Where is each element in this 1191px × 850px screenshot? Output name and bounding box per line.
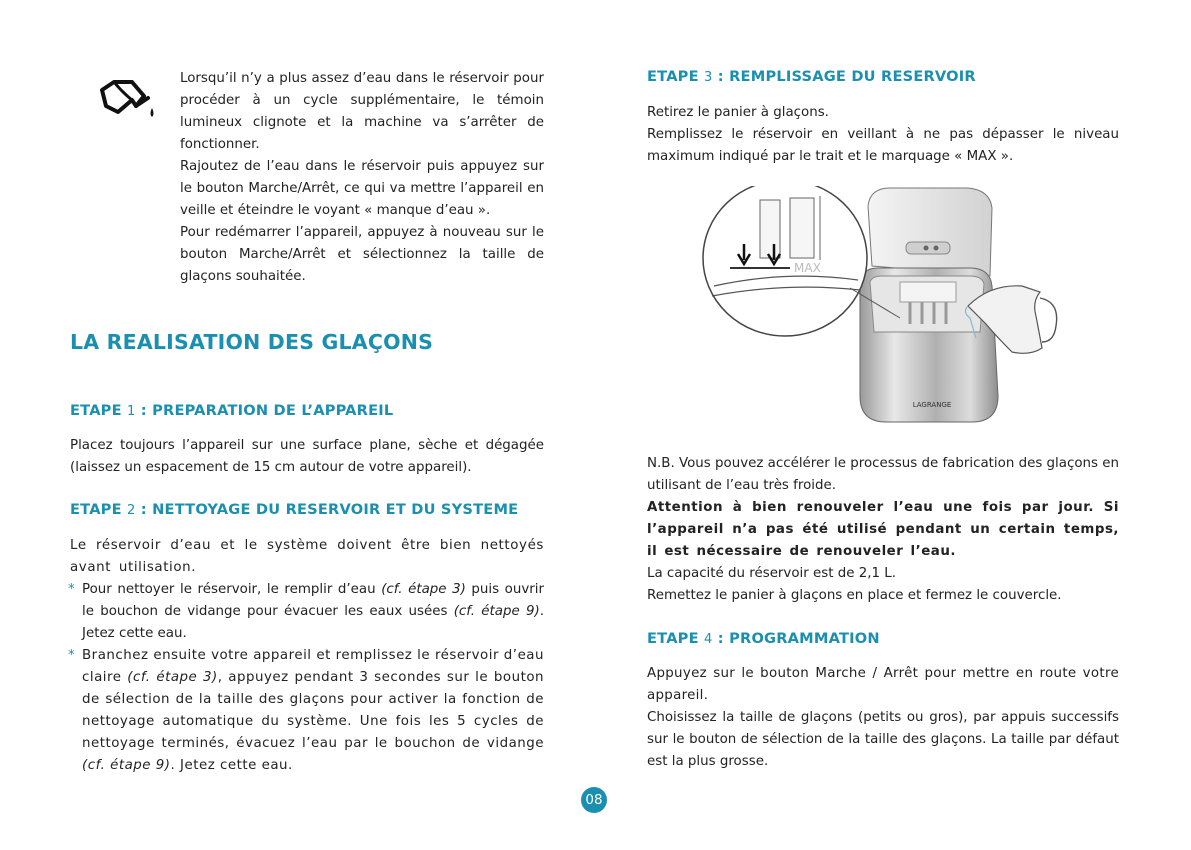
water-shortage-note xyxy=(180,68,544,288)
bullet-star-icon: * xyxy=(68,582,75,597)
step4-text xyxy=(647,663,1119,773)
step4-paragraph: Choisissez la taille de glaçons (petits ou gros), par appuis successifs sur le bouton de sélection de la taille des glaçons. La taille par défaut est la plus grosse. xyxy=(647,710,1119,769)
section-title: LA REALISATION DES GLAÇONS xyxy=(70,330,434,354)
step4-heading: ETAPE 4 : PROGRAMMATION xyxy=(647,630,880,647)
list-item: * Branchez ensuite votre appareil et remplissez le réservoir d’eau claire (cf. étape 3), appuyez pendant 3 secondes sur le bouton de sélection de la taille des glaçons pour activer la fonction de nettoyage automatique du système. Une fois les 5 cycles de nettoyage terminés, évacuez l’eau par le bouchon de vidange (cf. étape 9). Jetez cette eau. xyxy=(70,645,544,777)
step3-line: Retirez le panier à glaçons. xyxy=(647,105,829,120)
step3-text xyxy=(647,102,1119,168)
step4-paragraph: Appuyez sur le bouton Marche / Arrêt pour mettre en route votre appareil. xyxy=(647,666,1119,703)
max-marking: MAX xyxy=(794,261,821,275)
step3-heading: ETAPE 3 : REMPLISSAGE DU RESERVOIR xyxy=(647,68,976,85)
watering-can-icon xyxy=(92,76,158,124)
replace-basket-text: Remettez le panier à glaçons en place et fermez le couvercle. xyxy=(647,588,1062,603)
bullet-star-icon: * xyxy=(68,648,76,663)
step1-heading: ETAPE 1 : PREPARATION DE L’APPAREIL xyxy=(70,402,394,419)
paragraph: Lorsqu’il n’y a plus assez d’eau dans le réservoir pour procéder à un cycle supplémentaire, le témoin lumineux clignote et la machine va s’arrêter de fonctionner. xyxy=(180,71,544,152)
step2-intro: Le réservoir d’eau et le système doivent être bien nettoyés avant utilisation. xyxy=(70,538,544,575)
step2-heading: ETAPE 2 : NETTOYAGE DU RESERVOIR ET DU SYSTEME xyxy=(70,501,519,518)
list-item: * Pour nettoyer le réservoir, le remplir d’eau (cf. étape 3) puis ouvrir le bouchon de vidange pour évacuer les eaux usées (cf. étape 9). Jetez cette eau. xyxy=(70,579,544,645)
step1-text: Placez toujours l’appareil sur une surface plane, sèche et dégagée (laissez un espacement de 15 cm autour de votre appareil). xyxy=(70,438,544,475)
warning-text: Attention à bien renouveler l’eau une fois par jour. Si l’appareil n’a pas été utilisé pendant un certain temps, il est nécessaire de renouveler l’eau. xyxy=(647,500,1119,559)
step2-body xyxy=(70,535,544,777)
paragraph: Rajoutez de l’eau dans le réservoir puis appuyez sur le bouton Marche/Arrêt, ce qui va mettre l’appareil en veille et éteindre le voyant « manque d’eau ». xyxy=(180,159,544,218)
step3-notes xyxy=(647,453,1119,607)
capacity-text: La capacité du réservoir est de 2,1 L. xyxy=(647,566,897,581)
note-text: N.B. Vous pouvez accélérer le processus de fabrication des glaçons en utilisant de l’eau très froide. xyxy=(647,456,1119,493)
ice-maker-illustration xyxy=(700,186,1060,436)
page-number: 08 xyxy=(581,787,607,813)
step3-line: Remplissez le réservoir en veillant à ne pas dépasser le niveau maximum indiqué par le trait et le marquage « MAX ». xyxy=(647,127,1119,164)
brand-label: LAGRANGE xyxy=(912,401,952,409)
paragraph: Pour redémarrer l’appareil, appuyez à nouveau sur le bouton Marche/Arrêt et sélectionnez la taille de glaçons souhaitée. xyxy=(180,225,544,284)
